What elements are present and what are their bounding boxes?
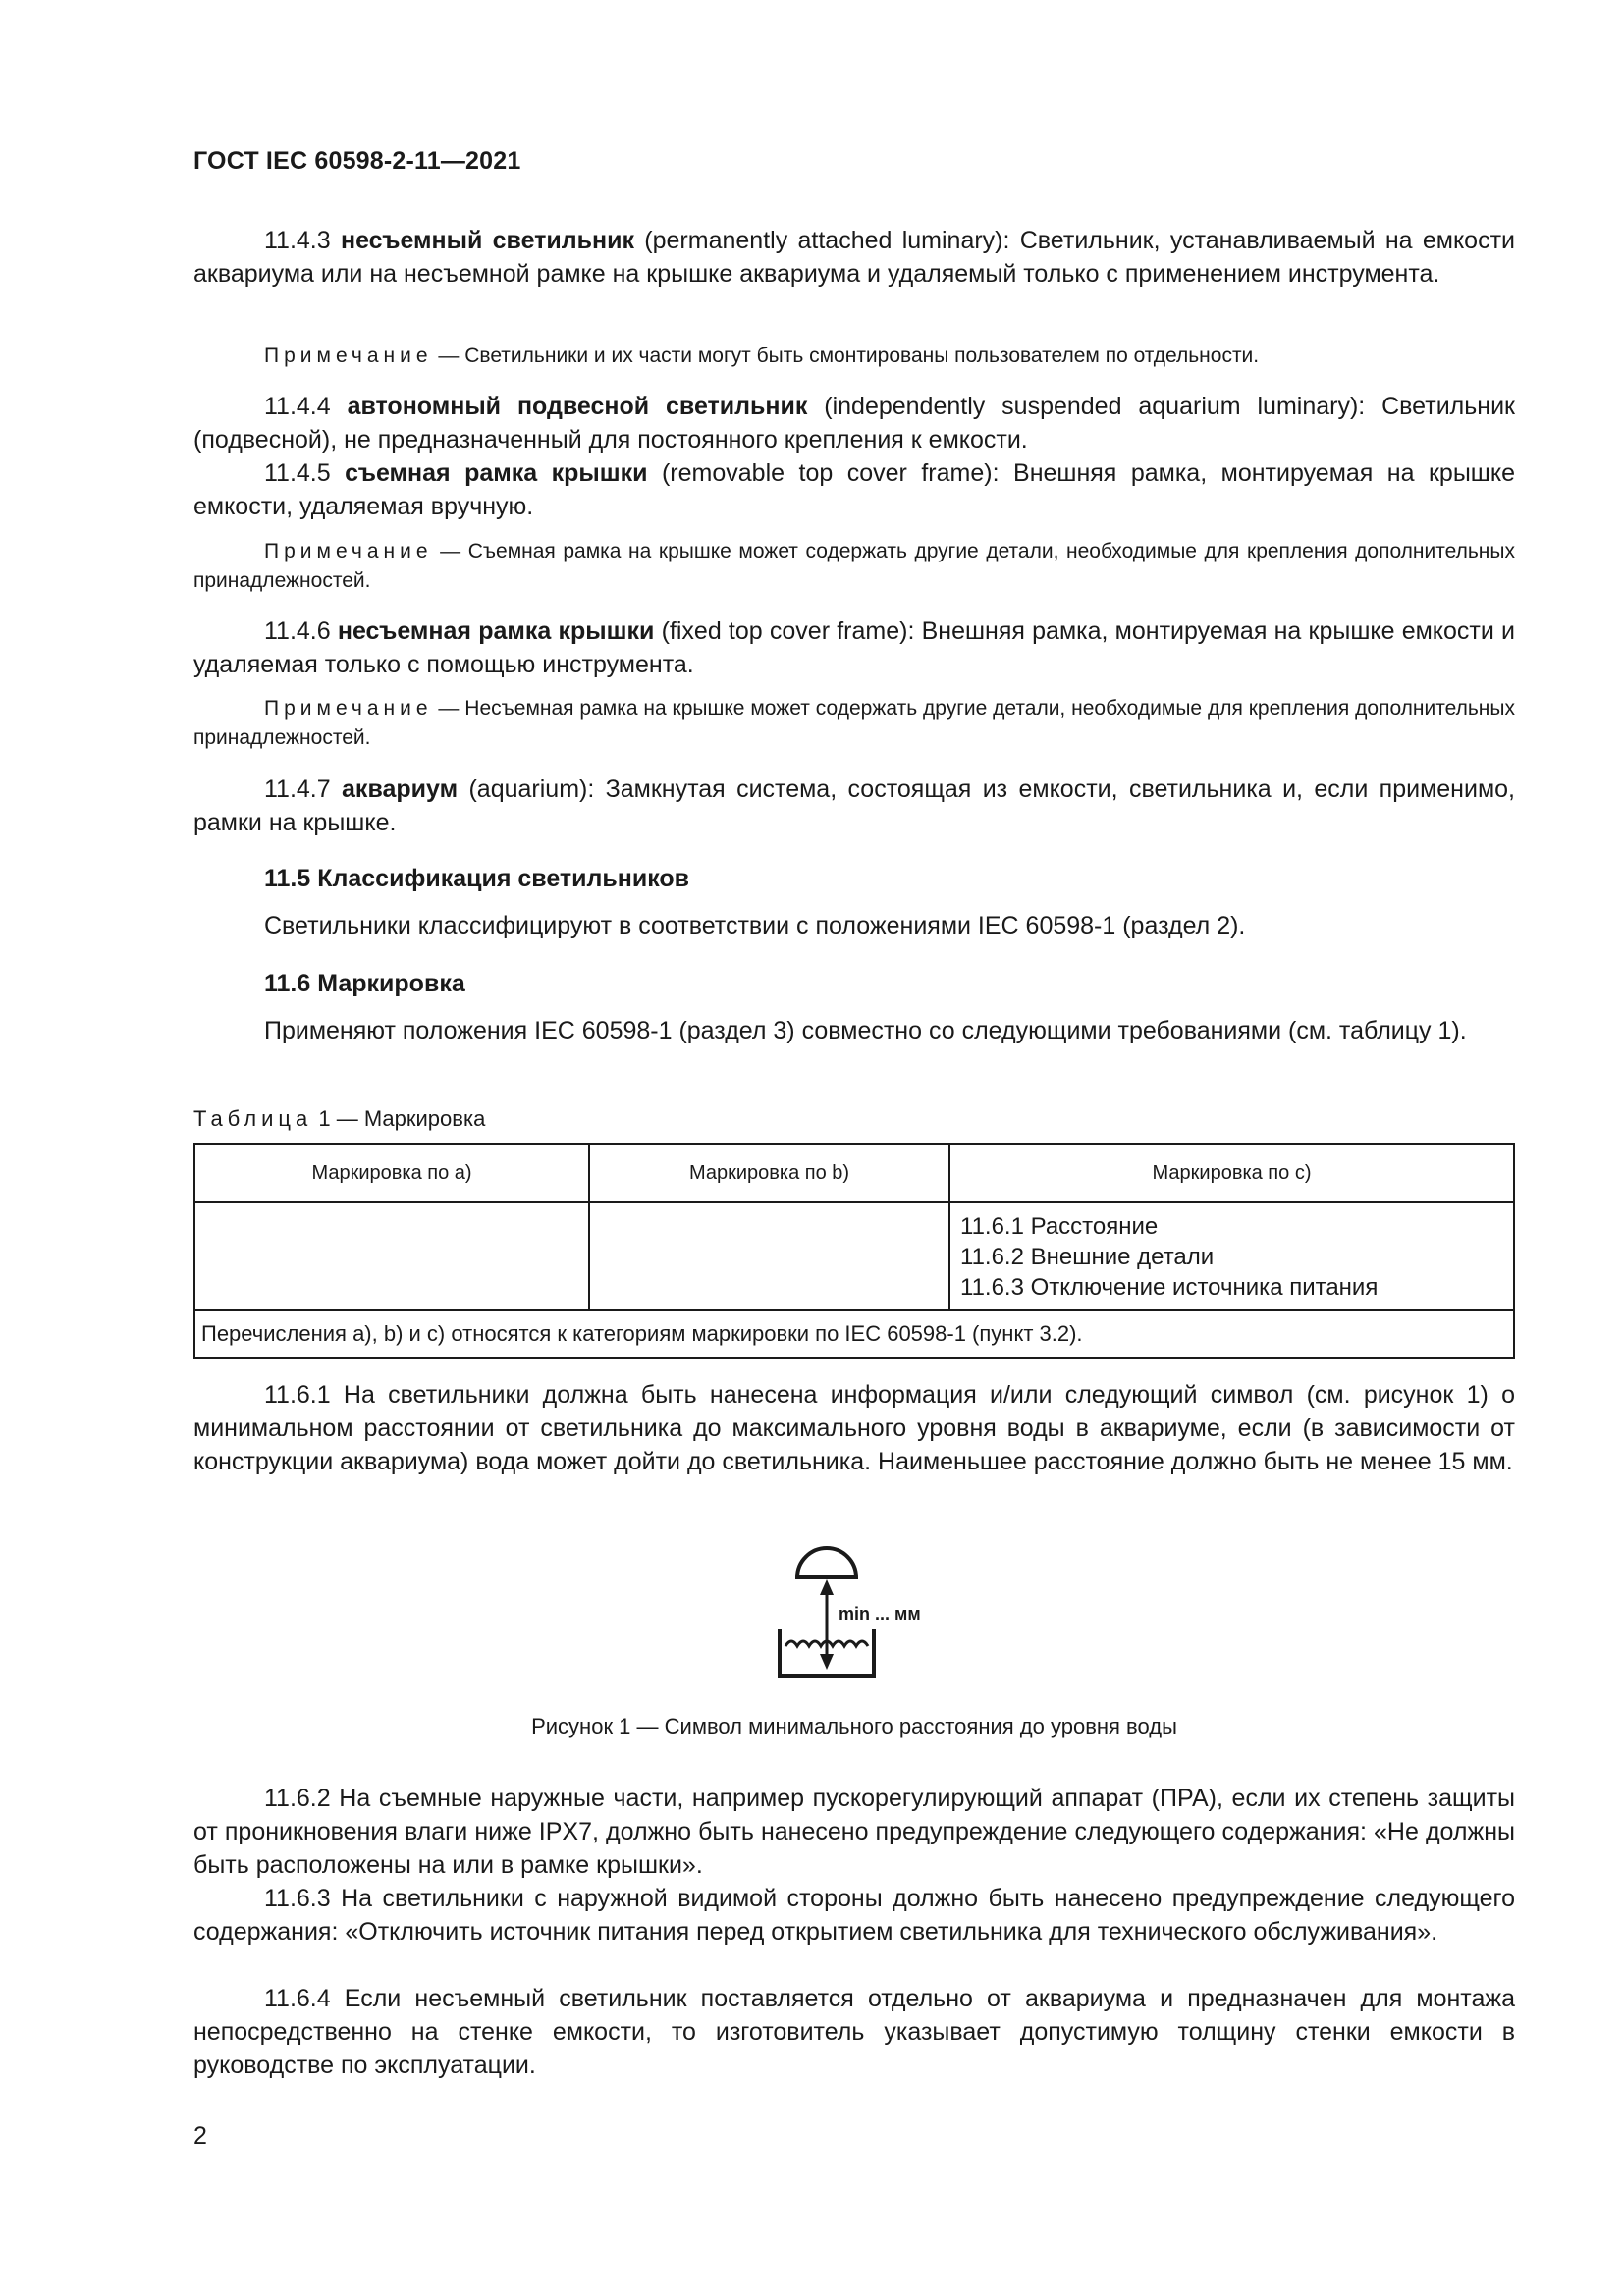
term: съемная рамка крышки <box>345 459 648 487</box>
note-label: Примечание <box>264 345 433 367</box>
clause-11-4-3 <box>193 224 1515 291</box>
clause-text: (independently suspended aquarium luminary): Светильник (подвесной), не предназначенный для постоянного крепления к емкости. <box>193 393 1515 454</box>
arrow-down-icon <box>820 1654 834 1670</box>
section-11-6 <box>193 967 1515 1047</box>
clause-text: 11.6.4 Если несъемный светильник поставляется отдельно от аквариума и предназначен для монтажа непосредственно на стенке емкости, то изготовитель указывает допустимую толщину стенки емкости в руководстве по эксплуатации. <box>193 1985 1515 2079</box>
note-3 <box>193 694 1515 753</box>
term: несъемная рамка крышки <box>337 617 655 645</box>
table-footnote: Перечисления a), b) и c) относятся к категориям маркировки по IEC 60598-1 (пункт 3.2). <box>194 1310 1514 1358</box>
table-caption-text: 1 — Маркировка <box>312 1106 486 1131</box>
clause-number: 11.4.6 <box>264 617 331 645</box>
section-text: Применяют положения IEC 60598-1 (раздел 3) совместно со следующими требованиями (см. таблицу 1). <box>264 1017 1467 1044</box>
term: несъемный светильник <box>340 227 634 254</box>
water-distance-symbol-drawing <box>764 1526 960 1713</box>
table-cell-empty <box>194 1202 589 1310</box>
note-label: Примечание <box>264 540 433 562</box>
page-number: 2 <box>193 2122 207 2150</box>
clause-11-4-6 <box>193 614 1515 681</box>
clause-11-6-3 <box>193 1882 1515 1949</box>
luminaire-dome-icon <box>797 1548 856 1577</box>
document-header: ГОСТ IEC 60598-2-11—2021 <box>193 147 521 175</box>
marking-table <box>193 1143 1515 1359</box>
list-item: 11.6.1 Расстояние <box>960 1213 1159 1240</box>
note-2 <box>193 537 1515 596</box>
clause-number: 11.4.5 <box>264 459 331 487</box>
table-header-cell: Маркировка по a) <box>194 1144 589 1202</box>
clause-text: (fixed top cover frame): Внешняя рамка, монтируемая на крышке емкости и удаляемая только с помощью инструмента. <box>193 617 1516 678</box>
table-caption-label: Таблица <box>193 1106 313 1131</box>
note-text: — Несъемная рамка на крышке может содержать другие детали, необходимые для крепления дополнительных принадлежностей. <box>193 697 1515 749</box>
clause-text: (removable top cover frame): Внешняя рамка, монтируемая на крышке емкости, удаляемая вручную. <box>193 459 1515 520</box>
clause-11-4-4 <box>193 390 1515 456</box>
clause-11-6-4 <box>193 1982 1515 2082</box>
table-cell-empty <box>589 1202 949 1310</box>
section-11-5 <box>193 862 1515 942</box>
section-text: Светильники классифицируют в соответствии с положениями IEC 60598-1 (раздел 2). <box>264 912 1246 939</box>
note-text: — Светильники и их части могут быть смонтированы пользователем по отдельности. <box>432 345 1260 367</box>
list-item: 11.6.3 Отключение источника питания <box>960 1274 1379 1301</box>
min-distance-label: min ... мм <box>839 1604 921 1624</box>
table-header-row <box>194 1144 1514 1202</box>
figure-caption: Рисунок 1 — Символ минимального расстояния до уровня воды <box>531 1714 1177 1738</box>
term: аквариум <box>342 775 459 803</box>
section-heading: 11.5 Классификация светильников <box>264 865 690 892</box>
table-header-cell: Маркировка по c) <box>949 1144 1514 1202</box>
note-1 <box>193 342 1515 371</box>
clause-11-4-7 <box>193 773 1515 839</box>
clause-text: (permanently attached luminary): Светильник, устанавливаемый на емкости аквариума или на несъемной рамке на крышке аквариума и удаляемый только с применением инструмента. <box>193 227 1516 288</box>
clause-number: 11.4.4 <box>264 393 331 420</box>
clause-11-6-1 <box>193 1378 1515 1478</box>
clause-text: 11.6.3 На светильники с наружной видимой стороны должно быть нанесено предупреждение следующего содержания: «Отключить источник питания перед открытием светильника для технического обслуживания». <box>193 1885 1515 1946</box>
arrow-up-icon <box>820 1579 834 1595</box>
clause-text: 11.6.1 На светильники должна быть нанесена информация и/или следующий символ (см. рисунок 1) о минимальном расстоянии от светильника до максимального уровня воды в аквариуме, если (в зависимости от конструкции аквариума) вода может дойти до светильника. Наименьшее расстояние должно быть не менее 15 мм. <box>193 1381 1515 1475</box>
note-label: Примечание <box>264 697 433 720</box>
clause-11-4-5 <box>193 456 1515 523</box>
water-distance-symbol <box>764 1526 960 1713</box>
table-header-cell: Маркировка по b) <box>589 1144 949 1202</box>
table-caption <box>193 1104 1515 1134</box>
clause-text: (aquarium): Замкнутая система, состоящая из емкости, светильника и, если применимо, рамки на крышке. <box>193 775 1515 836</box>
term: автономный подвесной светильник <box>347 393 808 420</box>
clause-11-6-2 <box>193 1782 1515 1882</box>
list-item: 11.6.2 Внешние детали <box>960 1244 1215 1270</box>
clause-number: 11.4.3 <box>264 227 331 254</box>
table-row <box>194 1202 1514 1310</box>
table-footnote-row <box>194 1310 1514 1358</box>
note-text: — Съемная рамка на крышке может содержать другие детали, необходимые для крепления дополнительных принадлежностей. <box>193 540 1515 592</box>
table-cell-marking-c <box>949 1202 1514 1310</box>
section-heading: 11.6 Маркировка <box>264 970 465 997</box>
clause-text: 11.6.2 На съемные наружные части, например пускорегулирующий аппарат (ПРА), если их степень защиты от проникновения влаги ниже IPX7, должно быть нанесено предупреждение следующего содержания: «Не должны быть расположены на или в рамке крышки». <box>193 1785 1515 1879</box>
clause-number: 11.4.7 <box>264 775 331 803</box>
